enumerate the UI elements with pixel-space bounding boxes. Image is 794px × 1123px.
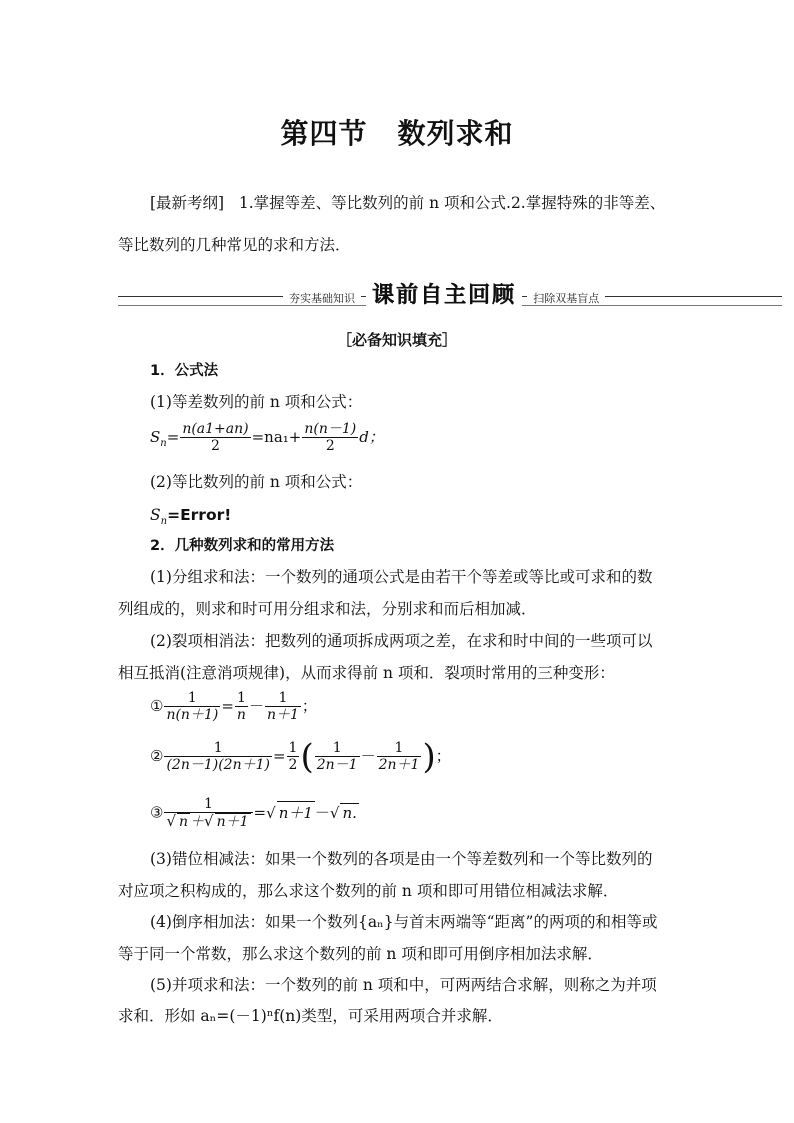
outline-line-1 [150,192,665,214]
method-2-line-1: (2)裂项相消法：把数列的通项拆成两项之差，在求和时中间的一些项可以 [150,632,653,650]
method-4-line-2: 等于同一个常数，那么求这个数列的前 n 项和即可用倒序相加法求解． [118,945,603,963]
method-4-line-1: (4)倒序相加法：如果一个数列{aₙ}与首末两端等“距离”的两项的和相等或 [150,913,658,931]
method-3-line-1: (3)错位相减法：如果一个数列的各项是由一个等差数列和一个等比数列的 [150,850,653,868]
banner [283,278,605,309]
s2-heading: 2．几种数列求和的常用方法 [150,538,335,554]
method-3-line-2: 对应项之积构成的，那么求这个数列的前 n 项和即可用错位相减法求解． [118,882,619,900]
method-2-line-2: 相互抵消(注意消项规律)，从而求得前 n 项和．裂项时常用的三种变形： [118,664,615,682]
method-1-line-1: (1)分组求和法：一个数列的通项公式是由若干个等差或等比或可求和的数 [150,568,653,586]
split-formula-1: ① $\frac{1}{n(n+1)}$ = $\frac{1}{n}$ － $\frac{1}{n+1}$ ； [150,690,317,723]
arith-frac-1: $\frac{n(a1+an)}{2}$ [182,421,249,454]
s1-p2: (2)等比数列的前 n 项和公式： [150,473,363,491]
split-formula-3: ③ $\frac{1}{√ n +√ n+1}$ =√ n＋1 －√ n. [150,796,357,830]
method-5-line-2: 求和．形如 aₙ=(－1)ⁿf(n)类型，可采用两项合并求解． [118,1007,503,1025]
banner-right-text: 扫除双基盲点 [527,292,605,305]
method-5-line-1: (5)并项求和法：一个数列的前 n 项和中，可两两结合求解，则称之为并项 [150,976,657,994]
outline-line-2: 等比数列的几种常见的求和方法． [118,236,351,254]
s1-p1: (1)等差数列的前 n 项和公式： [150,393,363,411]
s1-heading: 1．公式法 [150,363,219,379]
arith-frac-2: $\frac{n(n-1)}{2}$ [304,421,357,454]
outline-text-1: 1.掌握等差、等比数列的前 n 项和公式.2.掌握特殊的非等差、 [238,194,666,212]
geo-sum-error: =Error! [167,506,232,524]
banner-title: 课前自主回顾 [366,283,522,308]
title-section-number: 第四节 [280,117,368,150]
outline-label: [最新考纲] [150,194,225,212]
arith-sum-formula: $S_n=$ $\frac{n(a1+an)}{2}$ =na₁+ $\frac{n(n-1)}{2}$ d； [150,421,384,454]
geo-sum-formula: $S_n=Error$! [150,506,232,528]
method-1-line-2: 列组成的，则求和时可用分组求和法，分别求和而后相加减． [118,600,537,618]
banner-left-text: 夯实基础知识 [283,292,361,305]
title-topic: 数列求和 [397,117,514,150]
page-title [0,112,794,152]
split-formula-2: ② $\frac{1}{(2n-1)(2n+1)}$ = $\frac{1}{2}$ ( $\frac{1}{2n-1}$ － $\frac{1}{2n+1}$ )； [150,737,451,777]
section-heading: ［必备知识填充］ [336,331,457,349]
